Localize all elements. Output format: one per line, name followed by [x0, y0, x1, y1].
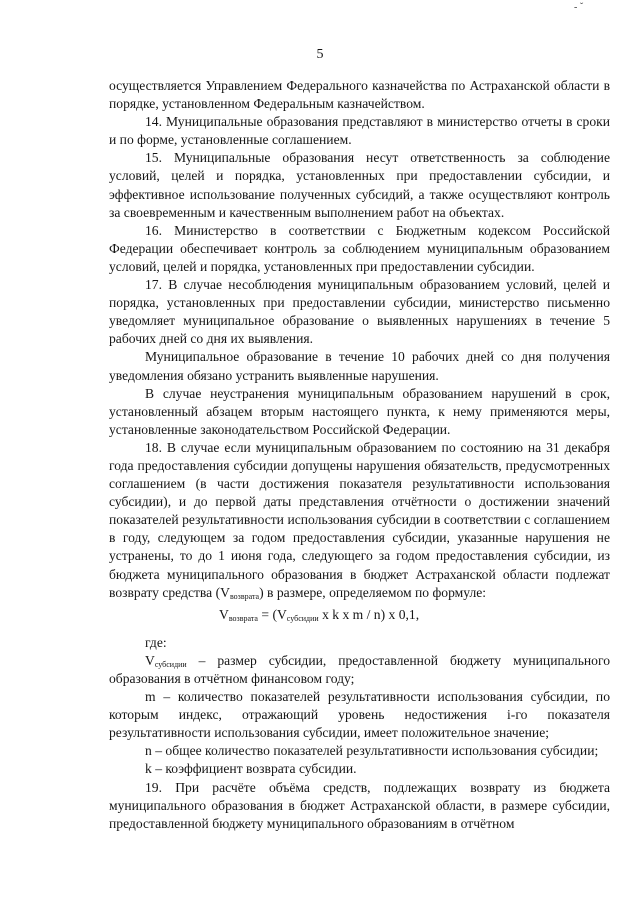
paragraph-18 [109, 439, 610, 602]
definition-k: k – коэффициент возврата субсидии. [145, 761, 357, 777]
paragraph-18-end: ) в размере, определяемом по формуле: [259, 584, 487, 600]
formula-middle: = (V [257, 606, 287, 622]
paragraph-continuation: осуществляется Управлением Федерального казначейства по Астраханской области в порядке, установленном Федеральным казначейством. [109, 78, 610, 112]
paragraph-17-notice: Муниципальное образование в течение 10 рабочих дней со дня получения уведомления обязано устранить выявленные нарушения. [109, 349, 610, 383]
page-number: 5 [316, 47, 324, 62]
definition-v [109, 652, 610, 688]
where-label: где: [145, 634, 167, 650]
definition-n: n – общее количество показателей результативности использования субсидии; [145, 743, 599, 759]
paragraph-18-subscript: возврата [229, 591, 260, 601]
paragraph-14: 14. Муниципальные образования представляют в министерство отчеты в сроки и по форме, установленные соглашением. [109, 114, 610, 148]
document-body [109, 77, 610, 833]
paragraph-18-text: 18. В случае если муниципальным образованием по состоянию на 31 декабря года предоставления субсидии допущены нарушения обязательств, предусмотренных соглашением (в части достижения показателя результативности использования субсидии), и до первой даты представления отчётности о достижении значений показателей результативности использования субсидии в соответствии с соглашением в году, следующем за годом предоставления субсидии, указанные нарушения не устранены, то до 1 июня года, следующего за годом предоставления субсидии, из бюджета муниципального образования в бюджет Астраханской области подлежат возврату средства (V [109, 439, 610, 600]
paragraph-19: 19. При расчёте объёма средств, подлежащих возврату из бюджета муниципального образования в бюджет Астраханской области, в размере субсидии, предоставленной бюджету муниципального образованиям в отчётном [109, 779, 610, 831]
def-v-symbol: V [145, 652, 155, 668]
formula-sub-subsidy: субсидии [286, 613, 319, 623]
formula-sub-return: возврата [228, 613, 258, 623]
paragraph-15: 15. Муниципальные образования несут ответственность за соблюдение условий, целей и порядка, установленных при предоставлении субсидии, и эффективное использование полученных субсидий, а также осуществляют контроль за своевременным и качественным выполнением работ на объектах. [109, 150, 610, 220]
paragraph-17-measures: В случае неустранения муниципальным образованием нарушений в срок, установленный абзацем вторым настоящего пункта, к нему применяются меры, установленные законодательством Российской Федерации. [109, 385, 610, 437]
definition-m: m – количество показателей результативности использования субсидии, по которым индекс, отражающий уровень недостижения i-го показателя результативности использования субсидии, имеет положительное значение; [109, 689, 610, 741]
corner-marks: - ˇ [574, 2, 584, 13]
return-formula [109, 606, 610, 624]
def-v-subscript: субсидии [154, 659, 187, 669]
paragraph-16: 16. Министерство в соответствии с Бюджетным кодексом Российской Федерации обеспечивает контроль за соблюдением муниципальным образованием условий, целей и порядка, установленных при предоставлении субсидии. [109, 222, 610, 274]
formula-end: x k x m / n) x 0,1, [318, 606, 420, 622]
formula-v: V [219, 606, 229, 622]
paragraph-17: 17. В случае несоблюдения муниципальным образованием условий, целей и порядка, установленных при предоставлении субсидии, министерство письменно уведомляет муниципальное образование о выявленных нарушениях в течение 5 рабочих дней со дня их выявления. [109, 277, 610, 347]
def-v-text: – размер субсидии, предоставленной бюджету муниципального образования в отчётном финансовом году; [109, 652, 610, 686]
